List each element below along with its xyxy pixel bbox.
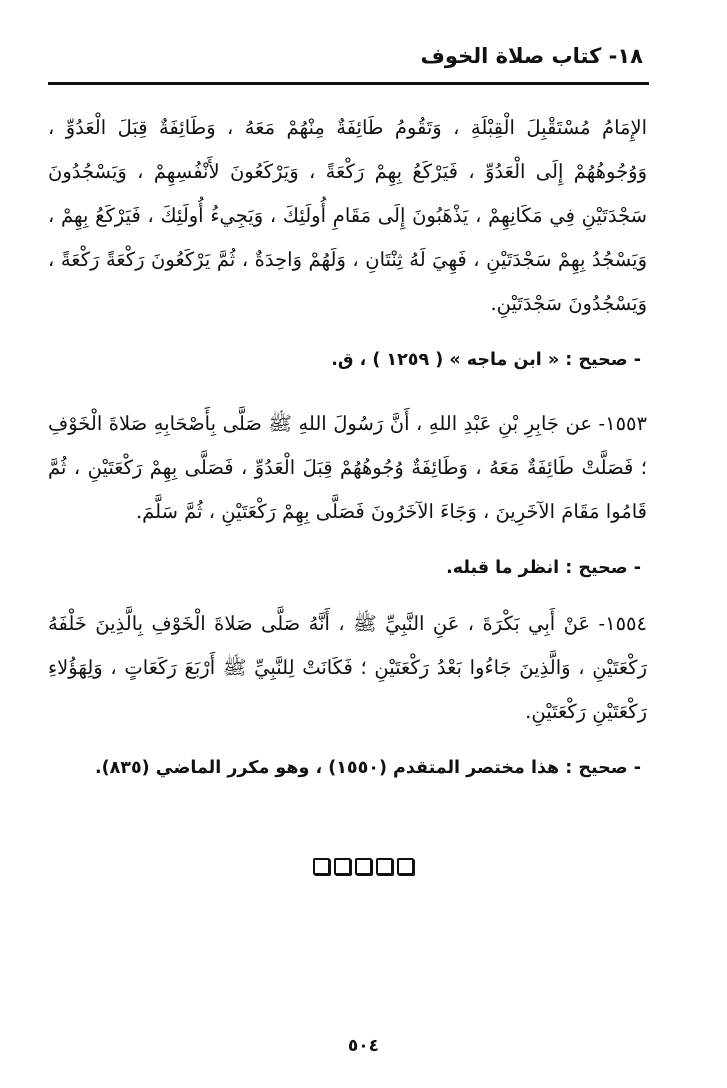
grade-1553: - صحيح : انظر ما قبله. bbox=[446, 558, 641, 578]
ornament-square-icon bbox=[313, 858, 330, 875]
hadith-1552-text: الإِمَامُ مُسْتَقْبِلَ الْقِبْلَةِ ، وَتَقُومُ طَائِفَةٌ مِنْهُمْ مَعَهُ ، وَطَائِفَةٌ قِبَلَ الْعَدُوِّ ، وَوُجُوهُهُمْ إِلَى الْعَدُوِّ ، فَيَرْكَعُ بِهِمْ رَكْعَةً ، وَيَرْكَعُونَ لأَنْفُسِهِمْ ، وَيَسْجُدُونَ سَجْدَتَيْنِ فِي مَكَانِهِمْ ، يَذْهَبُونَ إِلَى مَقَامِ أُولَئِكَ ، وَيَجِيءُ أُولَئِكَ ، فَيَرْكَعُ بِهِمْ ، وَيَسْجُدُ بِهِمْ سَجْدَتَيْنِ ، فَهِيَ لَهُ ثِنْتَانِ ، وَلَهُمْ وَاحِدَةٌ ، ثُمَّ يَرْكَعُونَ رَكْعَةً رَكْعَةً ، وَيَسْجُدُونَ سَجْدَتَيْنِ. bbox=[48, 116, 647, 315]
grade-1552: - صحيح : « ابن ماجه » ( ١٢٥٩ ) ، ق. bbox=[331, 350, 641, 370]
ornament-square-icon bbox=[376, 858, 393, 875]
running-header: ١٨- كتاب صلاة الخوف bbox=[420, 44, 643, 68]
hadith-1553-text: ١٥٥٣- عن جَابِرِ بْنِ عَبْدِ اللهِ ، أَنَّ رَسُولَ اللهِ ﷺ صَلَّى بِأَصْحَابِهِ صَلاةَ الْخَوْفِ ؛ فَصَلَّتْ طَائِفَةٌ مَعَهُ ، وَطَائِفَةٌ وُجُوهُهُمْ قِبَلَ الْعَدُوِّ ، فَصَلَّى بِهِمْ رَكْعَتَيْنِ ، ثُمَّ قَامُوا مَقَامَ الآخَرِينَ ، وَجَاءَ الآخَرُونَ فَصَلَّى بِهِمْ رَكْعَتَيْنِ ، ثُمَّ سَلَّمَ. bbox=[48, 412, 647, 523]
page-number: ٥٠٤ bbox=[347, 1036, 380, 1056]
header-divider bbox=[48, 82, 649, 85]
hadith-1554-text: ١٥٥٤- عَنْ أَبِي بَكْرَةَ ، عَنِ النَّبِيِّ ﷺ ، أَنَّهُ صَلَّى صَلاةَ الْخَوْفِ بِالَّذِينَ خَلْفَهُ رَكْعَتَيْنِ ، وَالَّذِينَ جَاءُوا بَعْدُ رَكْعَتَيْنِ ؛ فَكَانَتْ لِلنَّبِيِّ ﷺ أَرْبَعَ رَكَعَاتٍ ، وَلِهَؤُلاءِ رَكْعَتَيْنِ رَكْعَتَيْنِ. bbox=[48, 612, 647, 723]
ornament-square-icon bbox=[355, 858, 372, 875]
ornament-square-icon bbox=[334, 858, 351, 875]
page-body bbox=[48, 106, 647, 790]
section-end-ornament bbox=[0, 858, 727, 879]
grade-1554: - صحيح : هذا مختصر المتقدم (١٥٥٠) ، وهو مكرر الماضي (٨٣٥). bbox=[94, 758, 641, 778]
ornament-square-icon bbox=[397, 858, 414, 875]
